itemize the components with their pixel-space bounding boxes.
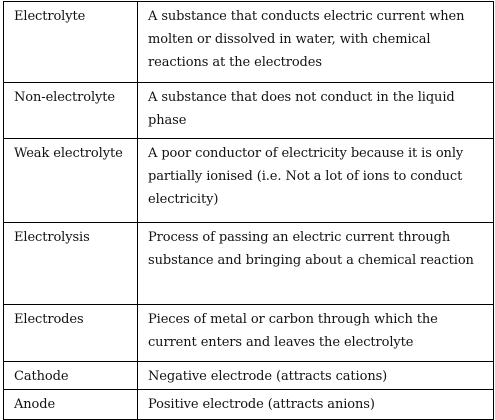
term-cell: Electrolysis [4, 223, 138, 305]
definition-cell: A poor conductor of electricity because it is only partially ionised (i.e. Not a lot of ions to conduct electricity) [138, 139, 494, 223]
definition-cell: Negative electrode (attracts cations) [138, 362, 494, 390]
table-row [4, 305, 494, 362]
table-row [4, 139, 494, 223]
table-row [4, 390, 494, 420]
definition-cell: A substance that conducts electric current when molten or dissolved in water, with chemical reactions at the electrodes [138, 2, 494, 83]
term-cell: Weak electrolyte [4, 139, 138, 223]
term-cell: Electrolyte [4, 2, 138, 83]
term-cell: Cathode [4, 362, 138, 390]
definition-cell: Pieces of metal or carbon through which the current enters and leaves the electrolyte [138, 305, 494, 362]
term-cell: Anode [4, 390, 138, 420]
term-cell: Non-electrolyte [4, 83, 138, 139]
definition-cell: Positive electrode (attracts anions) [138, 390, 494, 420]
table-row [4, 83, 494, 139]
table-row [4, 223, 494, 305]
definition-cell: A substance that does not conduct in the liquid phase [138, 83, 494, 139]
table-row [4, 2, 494, 83]
term-cell: Electrodes [4, 305, 138, 362]
table-row [4, 362, 494, 390]
definitions-table [3, 1, 494, 420]
definition-cell: Process of passing an electric current through substance and bringing about a chemical reaction [138, 223, 494, 305]
